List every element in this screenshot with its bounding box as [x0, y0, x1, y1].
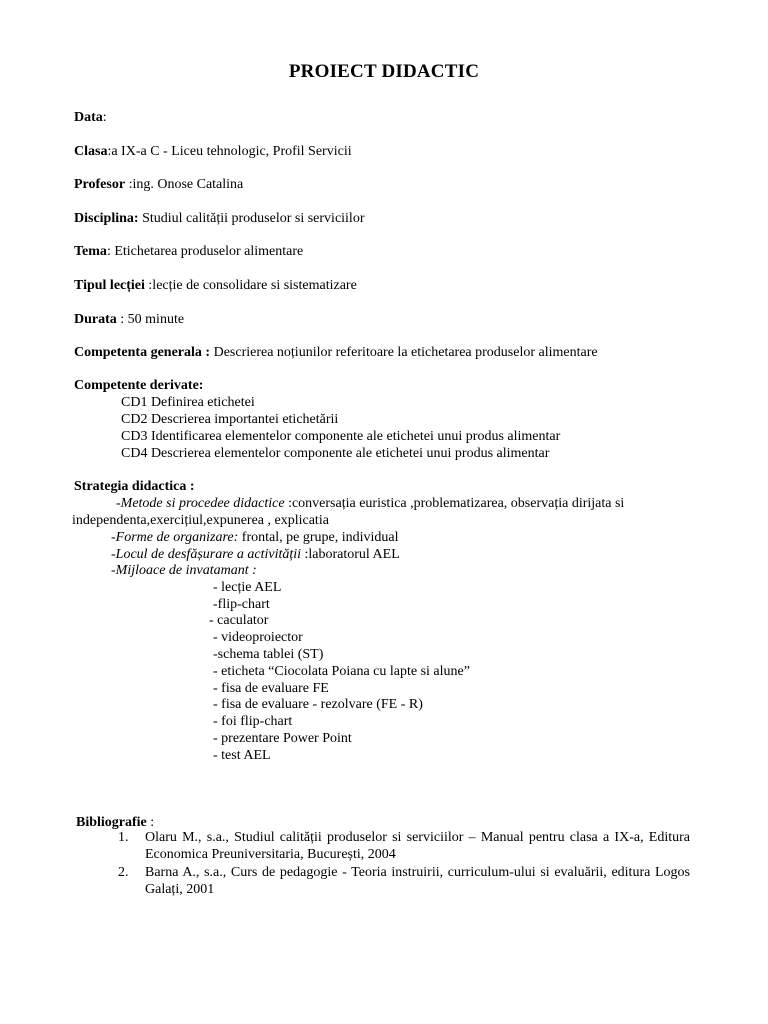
mijloace-item: - fisa de evaluare FE — [213, 681, 329, 696]
strategia-metode — [116, 496, 624, 513]
forme-value: frontal, pe grupe, individual — [238, 530, 399, 545]
locul-value: :laboratorul AEL — [301, 547, 400, 562]
strategia-mijloace — [111, 563, 257, 580]
locul-label: -Locul de desfășurare a activității — [111, 547, 302, 562]
bibliografie-item — [90, 865, 690, 898]
field-disciplina-label: Disciplina: — [74, 211, 139, 226]
cd-item: CD2 Descrierea importantei etichetării — [121, 412, 339, 427]
field-data-label: Data — [74, 110, 103, 125]
metode-value: :conversația euristica ,problematizarea, observația dirijata si — [284, 496, 625, 511]
bibliografie-item-number: 1. — [118, 830, 129, 845]
page-title: PROIECT DIDACTIC — [288, 61, 480, 82]
mijloace-item: - lecție AEL — [213, 580, 282, 595]
field-tema-value: : Etichetarea produselor alimentare — [106, 244, 304, 259]
bibliografie-item — [90, 830, 690, 863]
field-competenta-generala — [74, 345, 598, 362]
field-clasa-value: :a IX-a C - Liceu tehnologic, Profil Servicii — [107, 144, 352, 159]
field-profesor-value: :ing. Onose Catalina — [125, 177, 244, 192]
field-tema — [74, 244, 303, 261]
strategia-locul — [111, 547, 400, 564]
field-disciplina-value: Studiul calității produselor si serviciilor — [138, 211, 365, 226]
field-disciplina — [74, 211, 365, 228]
strategia-heading-text: Strategia didactica : — [74, 479, 195, 494]
cd-item: CD1 Definirea etichetei — [121, 395, 255, 410]
field-data — [74, 110, 107, 127]
mijloace-item: - caculator — [209, 613, 269, 628]
mijloace-item: - videoproiector — [213, 630, 303, 645]
cd-item: CD3 Identificarea elementelor componente ale etichetei unui produs alimentar — [121, 429, 561, 444]
mijloace-item: - test AEL — [213, 748, 271, 763]
mijloace-item: -flip-chart — [213, 597, 270, 612]
field-profesor — [74, 177, 243, 194]
mijloace-item: - eticheta “Ciocolata Poiana cu lapte si alune” — [213, 664, 470, 679]
competente-derivate-heading — [74, 378, 203, 395]
mijloace-label: -Mijloace de invatamant : — [111, 563, 257, 578]
strategia-forme — [111, 530, 398, 547]
field-profesor-label: Profesor — [74, 177, 126, 192]
field-tipul-lectiei — [74, 278, 357, 295]
cd-item: CD4 Descrierea elementelor componente ale etichetei unui produs alimentar — [121, 446, 550, 461]
field-durata-label: Durata — [74, 312, 117, 327]
field-data-value: : — [102, 110, 107, 125]
bibliografie-heading-suffix: : — [146, 815, 155, 830]
mijloace-item: - fisa de evaluare - rezolvare (FE - R) — [213, 697, 423, 712]
strategia-heading — [74, 479, 195, 496]
competente-derivate-heading-text: Competente derivate: — [74, 378, 204, 393]
bibliografie-heading-text: Bibliografie — [76, 815, 147, 830]
field-durata-value: : 50 minute — [116, 312, 185, 327]
forme-label: -Forme de organizare: — [111, 530, 239, 545]
bibliografie-item-text: Barna A., s.a., Curs de pedagogie - Teoria instruirii, curriculum-ului si evaluării, editura Logos Galați, 2001 — [145, 865, 690, 897]
field-durata — [74, 312, 184, 329]
mijloace-item: -schema tablei (ST) — [213, 647, 324, 662]
bibliografie-item-text: Olaru M., s.a., Studiul calității produselor si serviciilor – Manual pentru clasa a IX-a, Editura Economica Preuniversitaria, București, 2004 — [145, 830, 690, 862]
field-competenta-value: Descrierea noțiunilor referitoare la etichetarea produselor alimentare — [210, 345, 598, 360]
field-tema-label: Tema — [74, 244, 107, 259]
field-clasa-label: Clasa — [74, 144, 108, 159]
mijloace-item: - prezentare Power Point — [213, 731, 352, 746]
bibliografie-item-number: 2. — [118, 865, 129, 880]
strategia-metode-continued: independenta,exercițiul,expunerea , explicatia — [72, 513, 329, 528]
metode-label: -Metode si procedee didactice — [116, 496, 285, 511]
mijloace-item: - foi flip-chart — [213, 714, 293, 729]
field-competenta-label: Competenta generala : — [74, 345, 211, 360]
bibliografie-list — [90, 830, 690, 900]
field-tipul-value: :lecție de consolidare si sistematizare — [144, 278, 357, 293]
field-tipul-label: Tipul lecției — [74, 278, 145, 293]
field-clasa — [74, 144, 352, 161]
